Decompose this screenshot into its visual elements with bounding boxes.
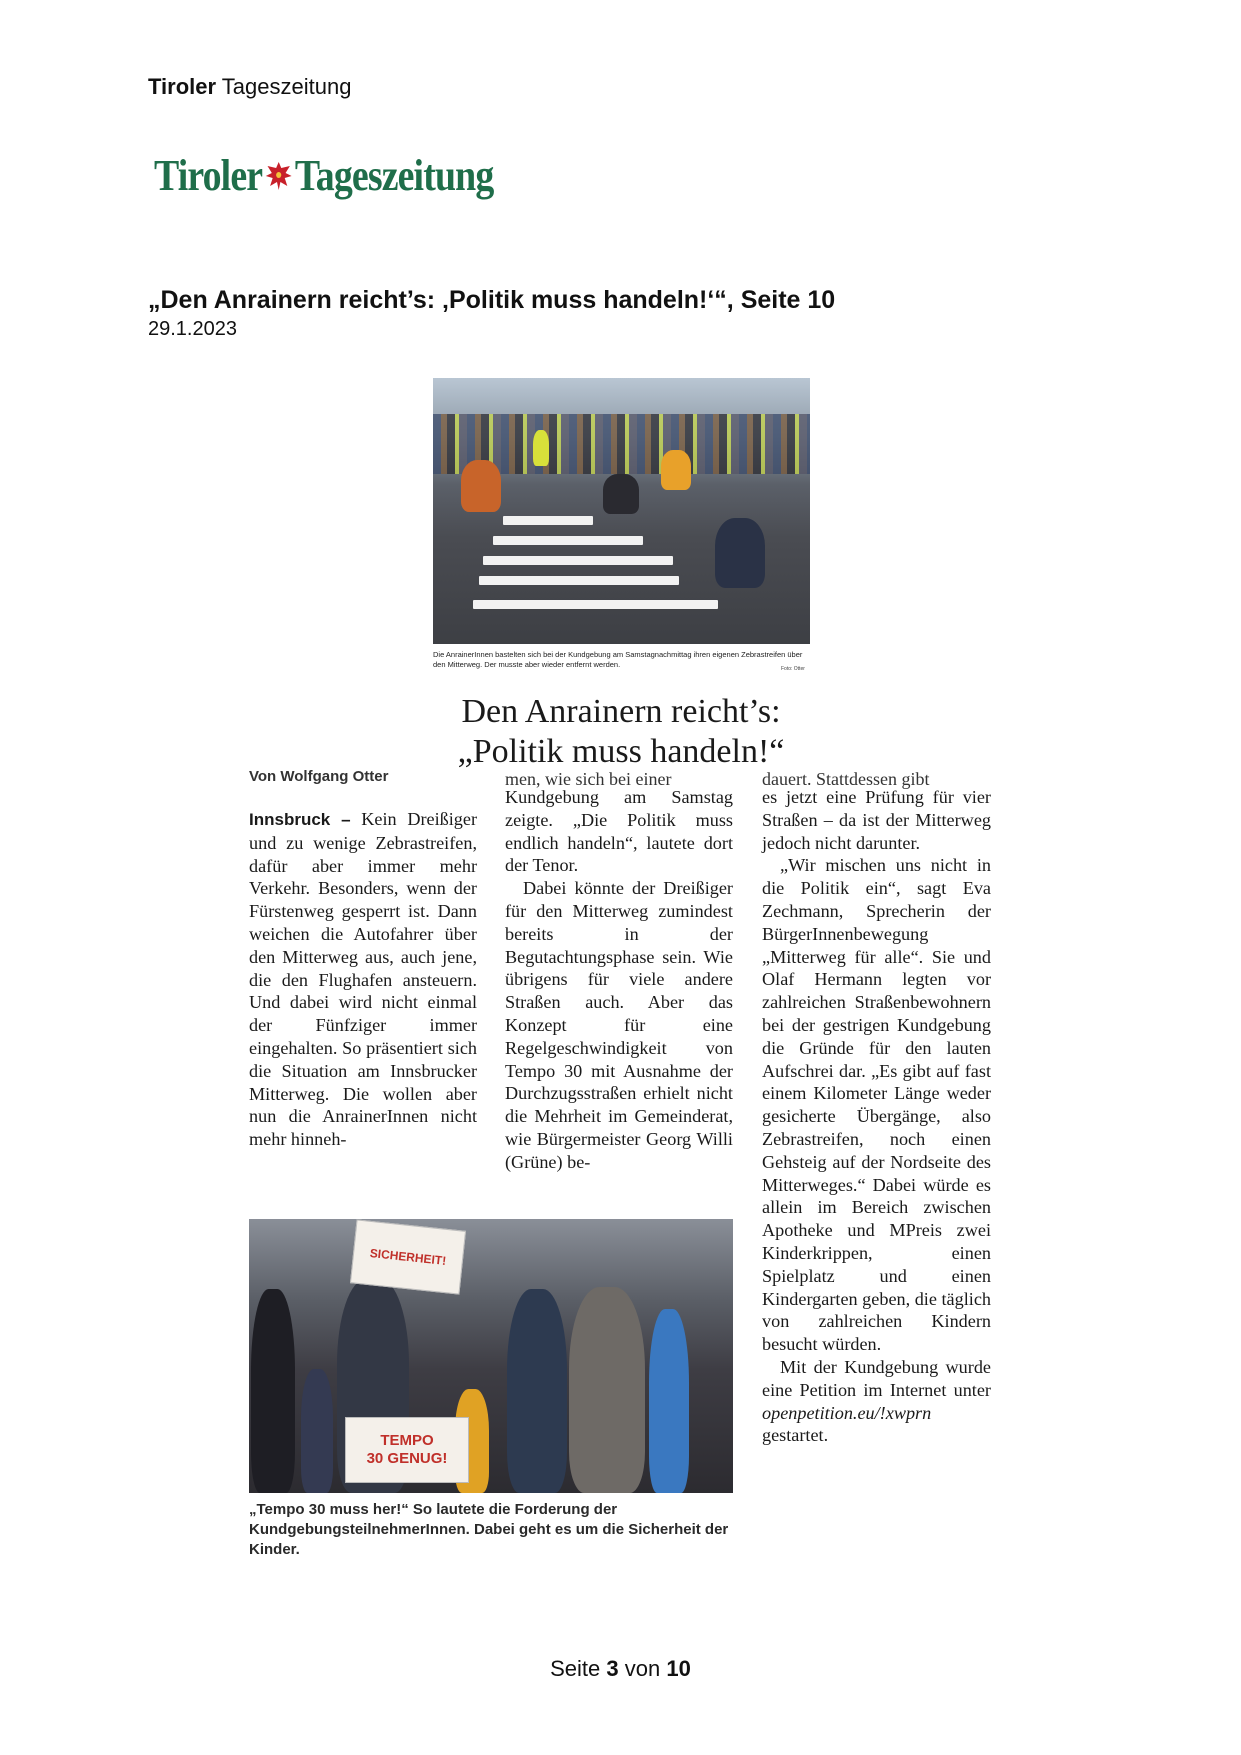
zebra-stripe [473,600,718,609]
person-crouching [533,430,549,466]
zebra-stripe [483,556,673,565]
zebra-stripe [479,576,679,585]
sign-tempo-text: TEMPO [380,1432,434,1449]
publication-name-bold: Tiroler [148,74,217,99]
photo1-caption: Die AnrainerInnen bastelten sich bei der Kundgebung am Samstagnachmittag ihren eigenen Zebrastreifen über den Mitterweg. Der musste aber wieder entfernt werden. [433,650,803,669]
publication-header [148,74,351,100]
logo-text-right: Tageszeitung [294,151,494,200]
col1-text: Kein Dreißiger und zu wenige Zebrastreifen, dafür aber immer mehr Verkehr. Besonders, wenn der Fürstenweg gesperrt ist. Dann weichen die Autofahrer über den Mitterweg aus, auch jene, die den Flughafen ansteuern. Und dabei wird nicht einmal der Fünfziger immer eingehalten. So präsentiert sich die Situation am Innsbrucker Mitterweg. Die wollen aber nun die AnrainerInnen nicht mehr hinneh- [249,809,478,1150]
col3-cut-line: dauert. Stattdessen gibt [762,769,930,789]
person-standing [251,1289,295,1493]
footer-current-page: 3 [606,1656,619,1681]
newspaper-logo [154,150,493,201]
sign-30-text: 30 GENUG! [366,1450,448,1467]
col3-paragraph-2: „Wir mischen uns nicht in die Politik ein“, sagt Eva Zechmann, Sprecherin der BürgerInnenbewegung „Mitterweg für alle“. Sie und Olaf Hermann legten vor zahlreichen Straßenbewohnern bei der gestrigen Kundgebung die Gründe für den lauten Aufschrei dar. „Es gibt auf fast einem Kilometer Länge weder gesicherte Übergänge, also Zebrastreifen, noch einen Gehsteig auf der Nordseite des Mitterweges.“ Dabei würde es allein im Bereich zwischen Apotheke und MPreis zwei Kinderkrippen, einen Spielplatz und einen Kindergarten geben, die täglich von zahlreichen Kindern besucht würden. [762,855,991,1355]
protest-sign-top [350,1219,466,1294]
person-child [301,1369,333,1493]
person-crouching [461,460,501,512]
person-standing [507,1289,567,1493]
person-crouching [715,518,765,588]
sign-top-text: SICHERHEIT! [369,1246,447,1268]
protest-sign-tempo30 [345,1417,469,1483]
zebra-stripe [493,536,643,545]
footer-total-pages: 10 [666,1656,691,1681]
footer-prefix: Seite [550,1656,601,1681]
article-headline [390,692,852,772]
col3-p3-post: gestartet. [762,1425,829,1446]
eagle-crest-icon [264,158,293,194]
article-column-2 [505,786,733,1174]
article-author: Von Wolfgang Otter [249,768,389,785]
headline-line-1: Den Anrainern reicht’s: [461,693,781,730]
footer-middle: von [624,1656,661,1681]
person-crouching [603,474,639,514]
article-column-1 [249,808,477,1151]
photo2-caption: „Tempo 30 muss her!“ So lautete die Forderung der KundgebungsteilnehmerInnen. Dabei geht es um die Sicherheit der Kinder. [249,1501,729,1558]
petition-link[interactable]: openpetition.eu/!xwprn [762,1402,932,1423]
zebra-stripe [503,516,593,525]
document-title: „Den Anrainern reicht’s: ‚Politik muss handeln!‘“, Seite 10 [148,286,836,314]
photo1-credit: Foto: Otter [781,666,805,672]
col3-paragraph-3 [762,1356,991,1447]
headline-line-2: „Politik muss handeln!“ [457,733,785,770]
photo-demonstrators [249,1219,733,1493]
col3-paragraph-1: es jetzt eine Prüfung für vier Straßen – da ist der Mitterweg jedoch nicht darunter. [762,787,991,853]
col2-paragraph-1: Kundgebung am Samstag zeigte. „Die Politik muss endlich handeln“, lautete dort der Tenor. [505,787,733,876]
col2-paragraph-2: Dabei könnte der Dreißiger für den Mitterweg zumindest bereits in der Begutachtungsphase sein. Wie übrigens für viele andere Straßen auch. Aber das Konzept für eine Regelgeschwindigkeit von Tempo 30 mit Ausnahme der Durchzugsstraßen erhielt nicht die Mehrheit im Gemeinderat, wie Bürgermeister Georg Willi (Grüne) be- [505,878,733,1172]
document-date: 29.1.2023 [148,318,237,340]
person-crouching [661,450,691,490]
article-column-3 [762,786,991,1447]
page-footer [0,1656,1241,1682]
person-standing [569,1287,645,1493]
col3-p3-pre: Mit der Kundgebung wurde eine Petition im Internet unter [762,1356,991,1400]
person-standing [649,1309,689,1493]
logo-text-left: Tiroler [154,151,263,200]
photo-zebra-crossing [433,378,810,644]
publication-name-rest: Tageszeitung [221,74,352,99]
col2-cut-line: men, wie sich bei einer [505,769,672,789]
dateline: Innsbruck – [249,810,351,829]
